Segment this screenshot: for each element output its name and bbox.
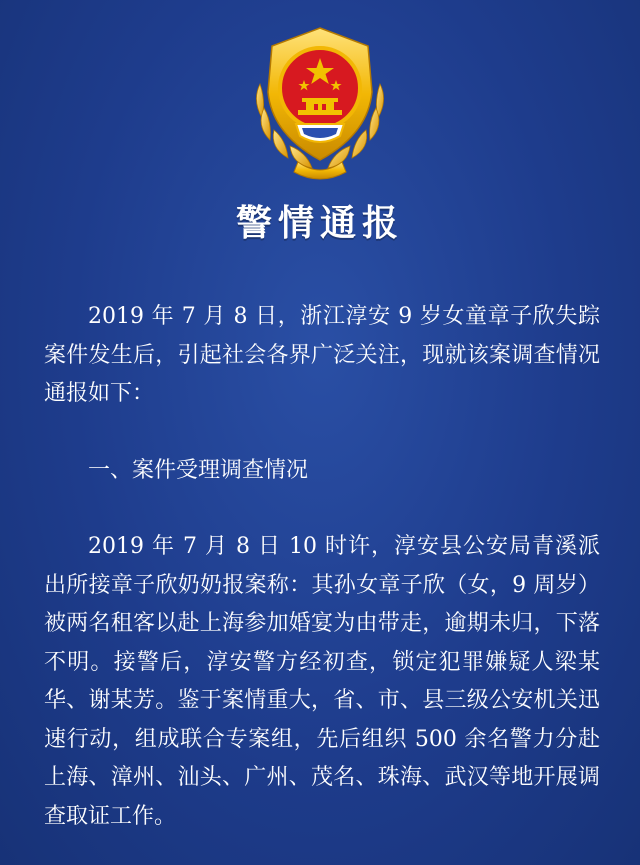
police-emblem-icon <box>240 22 400 187</box>
section-heading: 一、案件受理调查情况 <box>88 457 309 483</box>
body-paragraph: 2019 年 7 月 8 日 10 时许，淳安县公安局青溪派出所接章子欣奶奶报案称：其孙女章子欣（女，9 周岁）被两名租客以赴上海参加婚宴为由带走，逾期未归，下落不明。接警后，淳安警方经初查，锁定犯罪嫌疑人梁某华、谢某芳。鉴于案情重大，省、市、县三级公安机关迅速行动，组成联合专案组，先后组织 500 余名警力分赴上海、漳州、汕头、广州、茂名、珠海、武汉等地开展调查取证工作。 <box>44 534 600 829</box>
notice-content <box>44 298 600 836</box>
intro-paragraph: 2019 年 7 月 8 日，浙江淳安 9 岁女童章子欣失踪案件发生后，引起社会各界广泛关注，现就该案调查情况通报如下： <box>44 304 600 406</box>
notice-title: 警情通报 <box>235 203 404 244</box>
police-emblem <box>240 22 400 187</box>
